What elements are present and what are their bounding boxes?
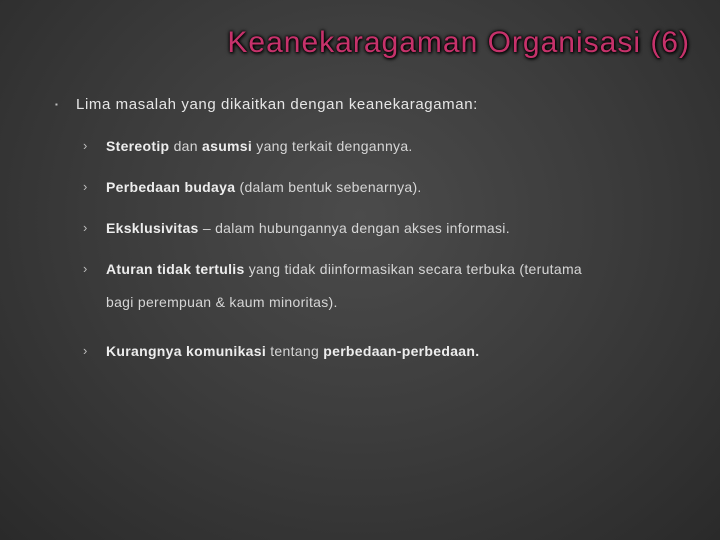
item-bold: Kurangnya komunikasi <box>106 343 267 359</box>
main-bullet-text: Lima masalah yang dikaitkan dengan keanekaragaman: <box>76 96 478 113</box>
item-text: – dalam hubungannya dengan akses informasi. <box>198 220 510 236</box>
item-text: yang tidak diinformasikan secara terbuka (terutama <box>244 261 583 277</box>
arrow-bullet-icon: › <box>83 179 88 194</box>
arrow-bullet-icon: › <box>83 261 88 276</box>
item-bold: Aturan tidak tertulis <box>106 261 245 277</box>
item-text: yang terkait dengannya. <box>252 138 413 154</box>
item-bold: Eksklusivitas <box>106 220 199 236</box>
arrow-bullet-icon: › <box>83 138 88 153</box>
item-text: dan <box>169 138 203 154</box>
arrow-bullet-icon: › <box>83 220 88 235</box>
item-bold: Stereotip <box>106 138 170 154</box>
item-text: tentang <box>266 343 324 359</box>
item-bold: Perbedaan budaya <box>106 179 236 195</box>
item-bold: perbedaan-perbedaan. <box>323 343 480 359</box>
item-bold: asumsi <box>202 138 253 154</box>
item-text-continued: bagi perempuan & kaum minoritas). <box>106 294 338 310</box>
slide-title: Keanekaragaman Organisasi (6) <box>227 26 690 59</box>
square-bullet-icon: ▪ <box>55 100 59 109</box>
arrow-bullet-icon: › <box>83 343 88 358</box>
item-text: (dalam bentuk sebenarnya). <box>235 179 422 195</box>
